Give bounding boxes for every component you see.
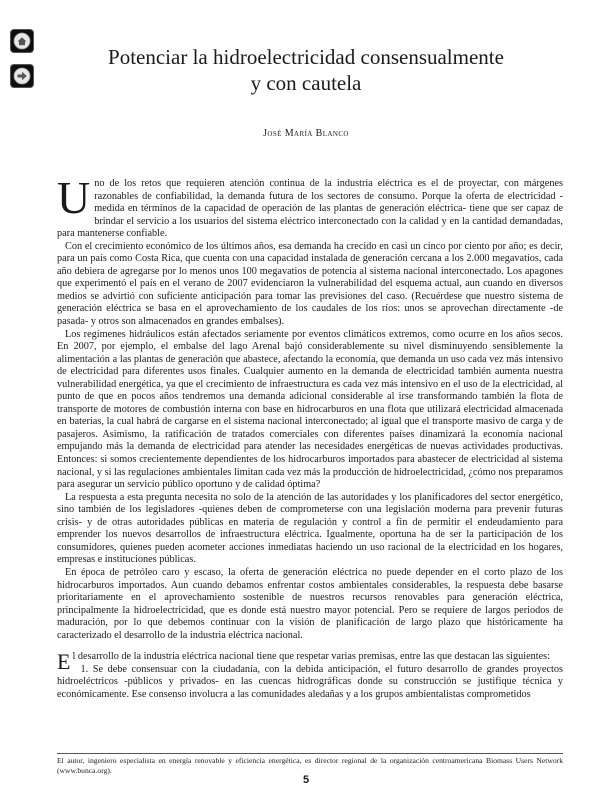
drop-cap: U: [57, 172, 91, 223]
paragraph-4: La respuesta a esta pregunta necesita no solo de la atención de las autoridades y los planificadores del sector energético, sino también de los legisladores -quienes deben de comprometerse con una legislación moderna para prevenir futuras crisis- y de otras autoridades públicas en materia de regulación y control a fin de permitir el endeudamiento para emprender los nuevos desarrollos de infraestructura eléctrica. Igualmente, oportuna ha de ser la participación de los consumidores, quienes pueden acometer acciones inmediatas haciendo un uso racional de la electricidad en los hogares, empresas e instituciones públicas.: [57, 491, 563, 566]
page-number: 5: [302, 774, 310, 786]
title-line-1: Potenciar la hidroelectricidad consensualmente: [108, 45, 504, 69]
author-name: José María Blanco: [263, 128, 349, 139]
paragraph-1: [57, 172, 563, 241]
article-title: [60, 44, 552, 96]
footnote-divider: [57, 753, 563, 754]
paragraph-6-text: l desarrollo de la industria eléctrica nacional tiene que respetar varias premisas, entre las que destacan las siguientes:: [72, 651, 551, 663]
drop-cap-2: E: [57, 649, 71, 675]
home-icon: [11, 30, 33, 52]
paragraph-1-text: no de los retos que requieren atención continua de la industria eléctrica es el de proyectar, con márgenes razonables de confiabilidad, la demanda futura de los sectores de consumo. Porque la oferta de electricidad -medida en términos de la capacidad de operación de las plantas de generación eléctrica- tiene que ser capaz de brindar el servicio a los usuarios del sistema eléctrico interconectado con la calidad y en la cantidad demandadas, para mantenerse confiable.: [57, 178, 563, 240]
home-button[interactable]: [11, 30, 33, 52]
section-spacer: [57, 642, 563, 651]
paragraph-3: Los regímenes hidráulicos están afectados seriamente por eventos climáticos extremos, como ocurre en los años secos. En 2007, por ejemplo, el embalse del lago Arenal bajó considerablemente su nivel disminuyendo sensiblemente la alimentación a las plantas de generación que abastece, afectando la economía, que demanda un uso cada vez más intensivo de electricidad para diferentes usos finales. Cualquier aumento en la demanda de electricidad también aumenta nuestra vulnerabilidad energética, ya que el crecimiento de infraestructura es cada vez más intensivo en el uso de la electricidad, al punto de que en pocos años tendremos una demanda adicional considerable al irse transformando también la flota de transporte de motores de combustión interna con base en hidrocarburos en una flota que utilizará electricidad almacenada en baterías, la cual habrá de cargarse en el sistema nacional interconectado; al igual que el transporte masivo de carga y de pasajeros. Asimismo, la ratificación de tratados comerciales con diferentes países dinamizará la economía nacional empujando más la demanda de electricidad para atender las necesidades energéticas de nuevas actividades productivas. Entonces: si somos crecientemente dependientes de los hidrocarburos importados para abastecer de electricidad al sistema nacional, y si las regulaciones ambientales limitan cada vez más la producción de hidroelectricidad, ¿cómo nos preparamos para asegurar un servicio público oportuno y de calidad óptima?: [57, 328, 563, 491]
article-body: [57, 172, 563, 701]
title-line-2: y con cautela: [250, 71, 362, 95]
author-byline: [0, 128, 612, 139]
paragraph-6: [57, 649, 563, 675]
next-arrow-icon: [11, 65, 33, 87]
paragraph-2: Con el crecimiento económico de los últimos años, esa demanda ha crecido en casi un cinco por ciento por año; es decir, para un país como Costa Rica, que cuenta con una capacidad instalada de generación cercana a los 2.000 megavatios, cada año debiera de agregarse por lo menos unos 100 megavatios de potencia al sistema nacional interconectado. Los apagones que experimentó el país en el verano de 2007 evidenciaron la vulnerabilidad del esquema actual, aun cuando en diversos medios se advirtió con suficiente anticipación para tomar las previsiones del caso. (Recuérdese que nuestro sistema de generación eléctrica se basa en el aprovechamiento de los caudales de los ríos: unos se aprovechan directamente -de pasada- y otros son almacenados en grandes embalses).: [57, 240, 563, 328]
paragraph-7: 1. Se debe consensuar con la ciudadanía, con la debida anticipación, el futuro desarrollo de grandes proyectos hidroeléctricos -públicos y privados- en las cuencas hidrográficas donde su construcción se justifique técnica y económicamente. Ese consenso involucra a las comunidades aledañas y a los grupos ambientalistas comprometidos: [57, 663, 563, 700]
paragraph-5: En época de petróleo caro y escaso, la oferta de generación eléctrica no puede depender en el corto plazo de los hidrocarburos importados. Aun cuando debamos enfrentar costos ambientales considerables, la respuesta debe basarse prioritariamente en el aprovechamiento sostenible de nuestros recursos renovables para generación eléctrica, principalmente la hidroelectricidad, que es donde está nuestro mayor potencial. Pero se requiere de largos periodos de maduración, por lo que debemos continuar con la visión de planificación de largo plazo que históricamente ha caracterizado el desarrollo de la industria eléctrica nacional.: [57, 566, 563, 641]
next-page-button[interactable]: [11, 65, 33, 87]
author-footnote: El autor, ingeniero especialista en energía renovable y eficiencia energética, es director regional de la organización centroamericana Biomass Users Network (www.bunca.org).: [57, 756, 563, 775]
